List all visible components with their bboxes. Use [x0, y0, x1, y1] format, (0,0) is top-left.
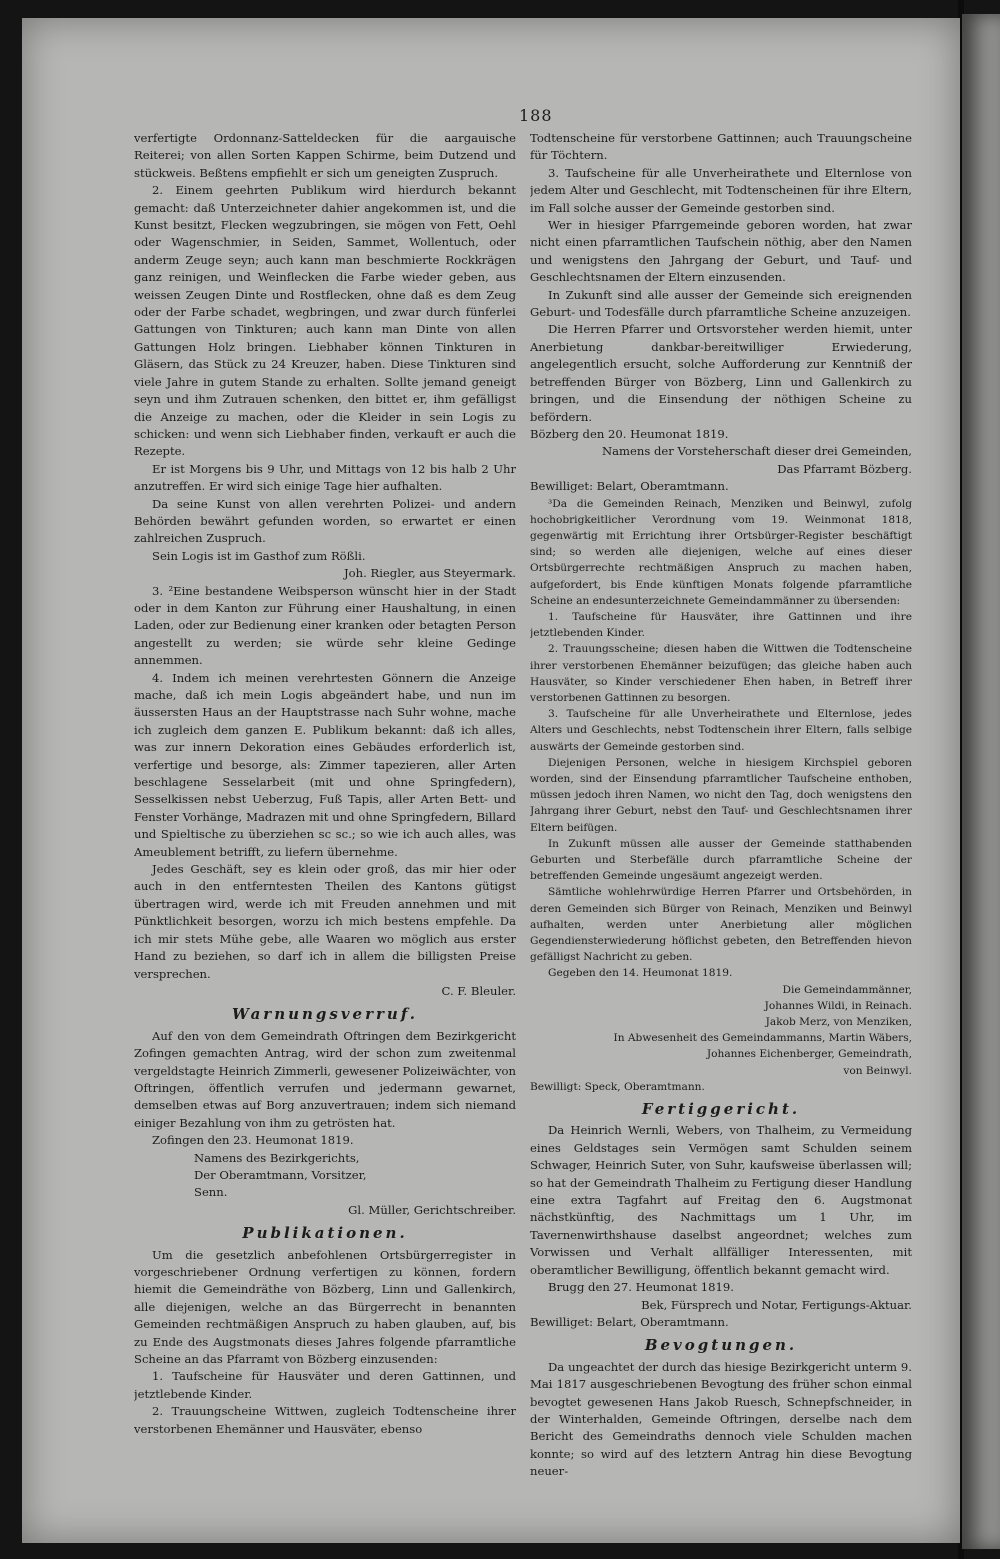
right-column-paragraph: Die Gemeindammänner,: [782, 983, 912, 996]
left-column-paragraph: Gl. Müller, Gerichtschreiber.: [348, 1202, 516, 1217]
left-column-paragraph: Jedes Geschäft, sey es klein oder groß, das mir hier oder auch in den entferntesten Theilen des Kantons gütigst übertragen wird, werde ich mit Freuden annehmen und mit Pünktlichkeit besorgen, worzu ich mich bestens empfehle. Da ich mir stets Mühe gebe, alle Waaren wo möglich aus erster Hand zu beziehen, so darf ich in allem die billigsten Preise versprechen.: [134, 862, 516, 981]
left-column-paragraph: 4. Indem ich meinen verehrtesten Gönnern die Anzeige mache, daß ich mein Logis abgeändert habe, und nun im äussersten Haus an der Hauptstrasse nach Suhr wohne, mache ich zugleich dem ganzen E. Publikum bekannt: daß ich alles, was zur innern Dekoration eines Gebäudes erforderlich ist, verfertige und besorge, als: Zimmer tapezieren, aller Arten beschlagene Sesselarbeit (mit und ohne Springfedern), Sesselkissen nebst Ueberzug, Fuß Tapis, aller Arten Bett- und Fenster Vorhänge, Madrazen mit und ohne Springfedern, Billard und Spieltische zu überziehen sc sc.; so wie ich auch alles, was Ameublement betrifft, zu liefern übernehme.: [134, 670, 516, 859]
right-column-paragraph: Johannes Wildi, in Reinach.: [764, 999, 912, 1012]
left-column-paragraph: verfertigte Ordonnanz-Satteldecken für die aargauische Reiterei; von allen Sorten Kappen Schirme, beim Dutzend und stückweis. Beßtens empfiehlt er sich um geneigten Zuspruch.: [134, 131, 516, 180]
left-column-paragraph: Senn.: [194, 1185, 228, 1200]
right-column-paragraph: Bek, Fürsprech und Notar, Fertigungs-Aktuar.: [641, 1297, 912, 1312]
right-column-paragraph: Gegeben den 14. Heumonat 1819.: [548, 967, 733, 980]
left-column-paragraph: 1. Taufscheine für Hausväter und deren Gattinnen, und jetztlebende Kinder.: [134, 1369, 516, 1401]
right-column-paragraph: Johannes Eichenberger, Gemeindrath,: [706, 1048, 912, 1061]
right-column-paragraph: Sämtliche wohlehrwürdige Herren Pfarrer und Ortsbehörden, in deren Gemeinden sich Bürger von Reinach, Menziken und Beinwyl aufhalten, werden unter Anerbietung aller möglichen Gegendiensterwiederung höflichst gebeten, den Betreffenden hievon gefälligst Nachricht zu geben.: [530, 886, 912, 964]
right-column-paragraph: Namens der Vorsteherschaft dieser drei Gemeinden,: [602, 444, 912, 459]
left-column-paragraph: Auf den von dem Gemeindrath Oftringen dem Bezirkgericht Zofingen gemachten Antrag, wird der schon zum zweitenmal vergeldstagte Heinrich Zimmerli, gewesener Polizeiwächter, von Oftringen, öffentlich verrufen und jedermann gewarnet, demselben etwas auf Borg anzuvertrauen; indem sich niemand einiger Bezahlung von ihm zu getrösten hat.: [134, 1028, 516, 1130]
left-column-paragraph: Um die gesetzlich anbefohlenen Ortsbürgerregister in vorgeschriebener Ordnung verfertigen zu können, fordern hiemit die Gemeindräthe von Bözberg, Linn und Gallenkirch, alle diejenigen, welche an das Bürgerrecht in benannten Gemeinden rechtmäßigen Anspruch zu haben glauben, auf, bis zu Ende des Augstmonats dieses Jahres folgende pfarramtliche Scheine an das Pfarramt von Bözberg einzusenden:: [134, 1247, 516, 1367]
right-column-paragraph: Bewilliget: Belart, Oberamtmann.: [530, 1314, 729, 1329]
right-column-paragraph: In Zukunft müssen alle ausser der Gemeinde statthabenden Geburten und Sterbefälle durch pfarramtliche Scheine der betreffenden Gemeinde ungesäumt angezeigt werden.: [530, 837, 912, 883]
left-column-paragraph: 2. Einem geehrten Publikum wird hierdurch bekannt gemacht: daß Unterzeichneter dahier angekommen ist, und die Kunst besitzt, Flecken wegzubringen, sie mögen von Fett, Oehl oder Wagenschmier, in Seiden, Sammet, Wollentuch, oder anderm Zeuge seyn; auch kann man beschmierte Rockkrägen ganz reinigen, und Weinflecken die Farbe wieder geben, aus weissen Zeugen Dinte und Rostflecken, ohne daß es dem Zeug oder der Farbe schadet, wegbringen, und zwar durch fünferlei Gattungen von Tinkturen; auch kann man Dinte von allen Gattungen Holz bringen. Liebhaber können Tinkturen in Gläsern, das Stück zu 24 Kreuzer, haben. Diese Tinkturen sind viele Jahre in gutem Stande zu erhalten. Sollte jemand geneigt seyn und ihm Zutrauen schenken, den bittet er, ihm gefälligst die Anzeige zu machen, oder die Kleider in sein Logis zu schicken: und wenn sich Liebhaber finden, verkauft er auch die Rezepte.: [134, 183, 516, 459]
left-column-paragraph: Er ist Morgens bis 9 Uhr, und Mittags von 12 bis halb 2 Uhr anzutreffen. Er wird sich einige Tage hier aufhalten.: [134, 461, 516, 494]
right-column: [530, 130, 912, 1520]
right-column-paragraph: Da Heinrich Wernli, Webers, von Thalheim, zu Vermeidung eines Geldstages sein Vermögen samt Schulden seinem Schwager, Heinrich Suter, von Suhr, kaufsweise überlassen will; so hat der Gemeindrath Thalheim zu Fertigung dieser Handlung eine extra Tagfahrt auf Freitag den 6. Augstmonat nächstkünftig, des Nachmittags um 1 Uhr, im Tavernenwirthshause daselbst angeordnet; welches zum Vorwissen und Verhalt allfälliger Interessenten, mit oberamtlicher Bewilligung, öffentlich bekannt gemacht wird.: [530, 1123, 912, 1277]
right-column-paragraph: Brugg den 27. Heumonat 1819.: [548, 1280, 734, 1295]
left-column-paragraph: Sein Logis ist im Gasthof zum Rößli.: [152, 548, 366, 563]
right-column-paragraph: 3. Taufscheine für alle Unverheirathete und Elternlose von jedem Alter und Geschlecht, mit Todtenscheinen für ihre Eltern, im Fall solche ausser der Gemeinde gestorben sind.: [530, 165, 912, 215]
right-column-paragraph: Jakob Merz, von Menziken,: [765, 1016, 912, 1029]
left-column-paragraph: Da seine Kunst von allen verehrten Polizei- und andern Behörden bewährt gefunden worden, so erwartet er einen zahlreichen Zuspruch.: [134, 496, 516, 546]
right-column-paragraph: Wer in hiesiger Pfarrgemeinde geboren worden, hat zwar nicht einen pfarramtlichen Taufschein nöthig, aber den Namen und wenigstens den Jahrgang der Geburt, und Tauf- und Geschlechtsnamen der Eltern einzusenden.: [530, 218, 912, 285]
right-column-paragraph: Da ungeachtet der durch das hiesige Bezirkgericht unterm 9. Mai 1817 ausgeschriebenen Bevogtung des früher schon einmal bevogtet gewesenen Hans Jakob Ruesch, Schnepfschneider, in der Winterhalden, Gemeinde Oftringen, derselbe nach dem Bericht des Gemeindraths dennoch viele Schulden machen konnte; so wird auf des letztern Antrag hin diese Bevogtung neuer-: [530, 1359, 912, 1479]
right-column-paragraph: Bözberg den 20. Heumonat 1819.: [530, 426, 729, 441]
right-column-paragraph: Todtenscheine für verstorbene Gattinnen; auch Trauungscheine für Töchtern.: [530, 131, 912, 163]
right-column-heading: Fertiggericht.: [641, 1100, 801, 1119]
right-column-paragraph: 2. Trauungsscheine; diesen haben die Wittwen die Todtenscheine ihrer verstorbenen Ehemänner beizufügen; das gleiche haben auch Hausväter, so Kinder verschiedener Ehen haben, in Betreff ihrer verstorbenen Gattinnen zu besorgen.: [530, 643, 912, 704]
left-column-heading: Warnungsverruf.: [232, 1005, 418, 1024]
right-column-paragraph: Das Pfarramt Bözberg.: [777, 461, 912, 476]
right-column-paragraph: Diejenigen Personen, welche in hiesigem Kirchspiel geboren worden, sind der Einsendung pfarramtlicher Taufscheine enthoben, müssen jedoch ihren Namen, wo nicht den Tag, doch wenigstens den Jahrgang ihrer Geburt, nebst den Tauf- und Geschlechtsnamen ihrer Eltern beifügen.: [530, 756, 912, 834]
left-column-heading: Publikationen.: [242, 1224, 408, 1243]
right-column-paragraph: 1. Taufscheine für Hausväter, ihre Gattinnen und ihre jetztlebenden Kinder.: [530, 610, 912, 640]
right-column-heading: Bevogtungen.: [644, 1336, 798, 1355]
right-column-paragraph: Die Herren Pfarrer und Ortsvorsteher werden hiemit, unter Anerbietung dankbar-bereitwilliger Erwiederung, angelegentlich ersucht, solche Aufforderung zur Kenntniß der betreffenden Bürger von Bözberg, Linn und Gallenkirch zu bringen, und die Einsendung der nöthigen Scheine zu befördern.: [530, 322, 912, 424]
page-number: 188: [519, 106, 553, 125]
left-column-paragraph: Joh. Riegler, aus Steyermark.: [344, 566, 516, 581]
left-column-paragraph: 2. Trauungscheine Wittwen, zugleich Todtenscheine ihrer verstorbenen Ehemänner und Hausväter, ebenso: [134, 1404, 516, 1436]
right-column-paragraph: ³Da die Gemeinden Reinach, Menziken und Beinwyl, zufolg hochobrigkeitlicher Verordnung vom 19. Weinmonat 1818, gegenwärtig mit Errichtung ihrer Ortsbürger-Register beschäftigt sind; so werden alle diejenigen, welche auf eines dieser Ortsbürgerrechte rechtmäßigen Anspruch zu machen haben, aufgefordert, bis Ende künftigen Monats folgende pfarramtliche Scheine an endesunterzeichnete Gemeindammänner zu übersenden:: [530, 497, 912, 607]
left-column-paragraph: 3. ²Eine bestandene Weibsperson wünscht hier in der Stadt oder in dem Kanton zur Führung einer Haushaltung, in einen Laden, oder zur Bedienung einer kranken oder betagten Person angestellt zu werden; sie würde sehr kleine Gedinge annemmen.: [134, 583, 516, 668]
left-column-paragraph: Namens des Bezirkgerichts,: [194, 1150, 360, 1165]
right-column-paragraph: Bewilligt: Speck, Oberamtmann.: [530, 1080, 705, 1093]
right-column-paragraph: In Abwesenheit des Gemeindammanns, Martin Wäbers,: [613, 1032, 912, 1045]
facing-page-edge: [962, 14, 1000, 1549]
right-column-paragraph: In Zukunft sind alle ausser der Gemeinde sich ereignenden Geburt- und Todesfälle durch pfarramtliche Scheine anzuzeigen.: [530, 287, 912, 320]
left-column-paragraph: Zofingen den 23. Heumonat 1819.: [152, 1133, 354, 1148]
right-column-paragraph: 3. Taufscheine für alle Unverheirathete und Elternlose, jedes Alters und Geschlechts, nebst Todtenschein ihrer Eltern, falls selbige auswärts der Gemeinde gestorben sind.: [530, 708, 912, 753]
left-column-paragraph: C. F. Bleuler.: [441, 983, 516, 998]
newspaper-page: [22, 18, 960, 1543]
right-column-paragraph: von Beinwyl.: [843, 1064, 912, 1077]
left-column: [134, 130, 516, 1520]
left-column-paragraph: Der Oberamtmann, Vorsitzer,: [194, 1167, 367, 1182]
right-column-paragraph: Bewilliget: Belart, Oberamtmann.: [530, 479, 729, 494]
